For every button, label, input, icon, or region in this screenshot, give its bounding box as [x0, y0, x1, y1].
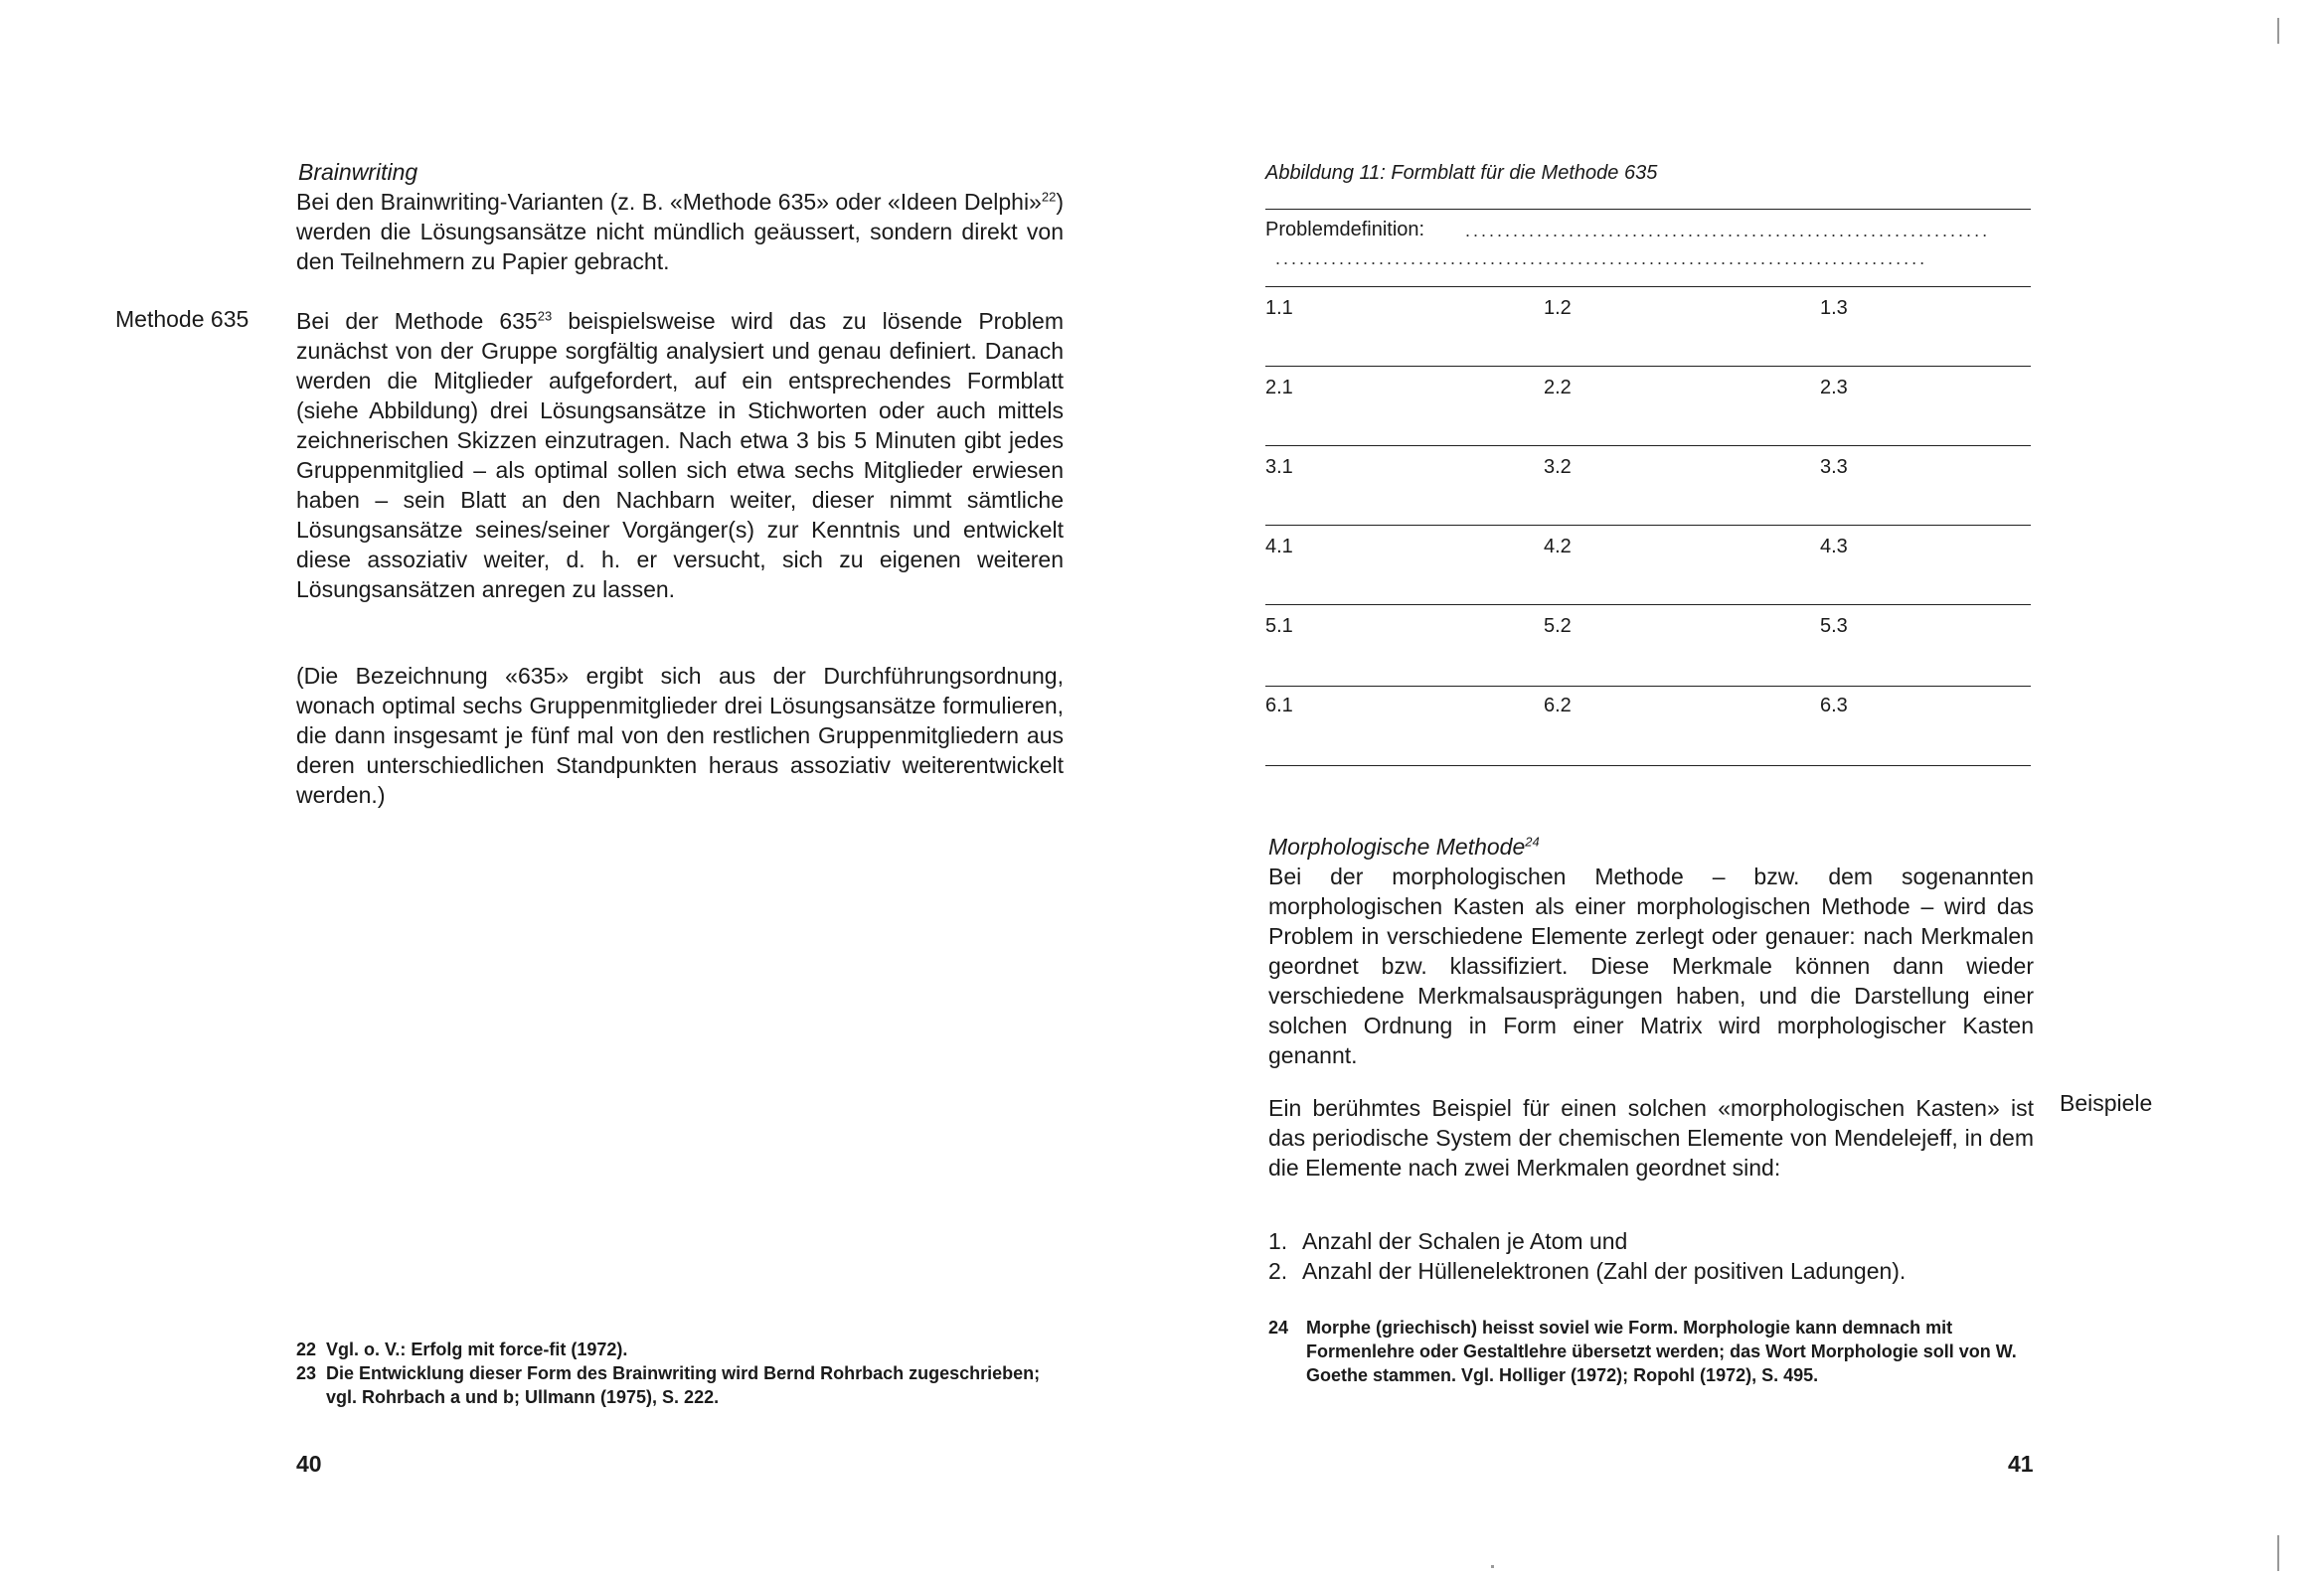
- form-cell: 5.2: [1544, 615, 1572, 637]
- form-cell: 1.2: [1544, 297, 1572, 319]
- footnote-23: [296, 1361, 1062, 1409]
- left-footnotes: [296, 1338, 1062, 1409]
- method-text-end: beispielsweise wird das zu lösende Problem zunächst von der Gruppe sorgfältig analysiert und genau definiert. Danach werden die Mitglieder aufgefordert, auf ein entsprechendes Formblatt (siehe Abbildung) drei Lösungsansätze in Stichworten oder auch mittels zeichnerischen Skizzen einzutragen. Nach etwa 3 bis 5 Minuten gibt jedes Gruppenmitglied – als optimal sollen sich etwa sechs Mitglieder erwiesen haben – sein Blatt an den Nachbarn weiter, dieser nimmt sämtliche Lösungsansätze seines/seiner Vorgänger(s) zur Kenntnis und entwickelt diese assoziativ weiter, d. h. er versucht, sich zu eigenen weiteren Lösungsansätzen anregen zu lassen.: [296, 308, 1064, 602]
- heading-text: Morphologische Methode: [1268, 834, 1526, 860]
- criteria-list: [1268, 1226, 2034, 1286]
- brainwriting-intro-paragraph: [296, 187, 1064, 276]
- form-cell: 2.1: [1265, 377, 1293, 398]
- form-cell: 6.3: [1820, 695, 1848, 716]
- explanation-paragraph: (Die Bezeichnung «635» ergibt sich aus der Durchführungsordnung, wonach optimal sechs Gruppenmitglieder drei Lösungsansätze formulieren, die dann insgesamt je fünf mal von den restlichen Gruppenmitgliedern aus deren unterschiedlichen Standpunkten heraus assoziativ weiterentwickelt werden.): [296, 663, 1064, 808]
- footnote-text: Morphe (griechisch) heisst soviel wie Form. Morphologie kann demnach mit Formenlehre oder Gestaltlehre übersetzt werden; das Wort Morphologie soll von W. Goethe stammen. Vgl. Holliger (1972); Ropohl (1972), S. 495.: [1306, 1318, 2017, 1385]
- footnote-number: 23: [296, 1363, 317, 1383]
- footnote-ref-24[interactable]: 24: [1525, 834, 1540, 850]
- list-item: [1268, 1226, 2034, 1256]
- method-text: Bei der Methode 635: [296, 308, 538, 334]
- form-cell: 2.2: [1544, 377, 1572, 398]
- list-item: [1268, 1256, 2034, 1286]
- form-rule: [1265, 765, 2031, 766]
- form-cell: 1.1: [1265, 297, 1293, 319]
- figure-caption: Abbildung 11: Formblatt für die Methode 635: [1265, 162, 1658, 184]
- right-footnotes: [1268, 1316, 2036, 1387]
- form-cell: 4.3: [1820, 536, 1848, 557]
- footnote-22: [296, 1338, 1062, 1361]
- list-text: Anzahl der Schalen je Atom und: [1302, 1228, 1628, 1254]
- form-cell: 3.3: [1820, 456, 1848, 478]
- dotted-line: ..................................................................: [1465, 221, 1991, 240]
- footnote-24: [1268, 1316, 2036, 1387]
- list-text: Anzahl der Hüllenelektronen (Zahl der positiven Ladungen).: [1302, 1258, 1907, 1284]
- form-rule: [1265, 445, 2031, 446]
- form-rule: [1265, 209, 2031, 210]
- form-rule: [1265, 604, 2031, 605]
- list-number: 1.: [1268, 1228, 1288, 1254]
- form-cell: 6.1: [1265, 695, 1293, 716]
- example-paragraph: Ein berühmtes Beispiel für einen solchen «morphologischen Kasten» ist das periodische System der chemischen Elemente von Mendelejeff, in dem die Elemente nach zwei Merkmalen geordnet sind:: [1268, 1095, 2034, 1181]
- morphological-paragraph: Bei der morphologischen Methode – bzw. dem sogenannten morphologischen Kasten als einer morphologischen Methode – wird das Problem in verschiedene Elemente zerlegt oder genauer: nach Merkmalen geordnet bzw. klassifiziert. Diese Merkmale können dann wieder verschiedene Merkmalsausprägungen haben, und die Darstellung einer solchen Ordnung in Form einer Matrix wird morphologischer Kasten genannt.: [1268, 864, 2034, 1068]
- form-cell: 4.2: [1544, 536, 1572, 557]
- page-number-right: 41: [2008, 1451, 2034, 1477]
- form-rule: [1265, 366, 2031, 367]
- problem-definition-label: Problemdefinition:: [1265, 219, 1425, 240]
- form-cell: 5.3: [1820, 615, 1848, 637]
- form-cell: 2.3: [1820, 377, 1848, 398]
- page-number-left: 40: [296, 1451, 322, 1477]
- form-cell: 3.2: [1544, 456, 1572, 478]
- intro-text-end: ) werden die Lösungsansätze nicht mündlich geäussert, sondern direkt von den Teilnehmern zu Papier gebracht.: [296, 189, 1064, 274]
- footnote-ref-23[interactable]: 23: [537, 308, 553, 324]
- form-cell: 4.1: [1265, 536, 1293, 557]
- morphological-heading: [1268, 832, 1540, 862]
- form-cell: 6.2: [1544, 695, 1572, 716]
- method-635-paragraph: [296, 306, 1064, 604]
- footnote-text: Vgl. o. V.: Erfolg mit force-fit (1972).: [326, 1340, 628, 1359]
- dotted-line: ..................................................................................: [1275, 248, 1928, 268]
- scan-artifact: [2277, 1535, 2279, 1571]
- form-rule: [1265, 686, 2031, 687]
- margin-note-methode-635: Methode 635: [115, 306, 249, 332]
- form-cell: 3.1: [1265, 456, 1293, 478]
- list-number: 2.: [1268, 1258, 1288, 1284]
- form-rule: [1265, 525, 2031, 526]
- intro-text: Bei den Brainwriting-Varianten (z. B. «Methode 635» oder «Ideen Delphi»: [296, 189, 1042, 215]
- footnote-number: 22: [296, 1340, 317, 1359]
- form-rule: [1265, 286, 2031, 287]
- scan-artifact: [2277, 18, 2279, 44]
- scan-artifact: [1491, 1565, 1494, 1568]
- footnote-text: Die Entwicklung dieser Form des Brainwriting wird Bernd Rohrbach zugeschrieben; vgl. Rohrbach a und b; Ullmann (1975), S. 222.: [326, 1363, 1041, 1407]
- brainwriting-heading: Brainwriting: [298, 159, 418, 185]
- footnote-number: 24: [1268, 1318, 1289, 1338]
- margin-note-beispiele: Beispiele: [2060, 1090, 2153, 1116]
- form-cell: 1.3: [1820, 297, 1848, 319]
- form-cell: 5.1: [1265, 615, 1293, 637]
- footnote-ref-22[interactable]: 22: [1041, 189, 1057, 205]
